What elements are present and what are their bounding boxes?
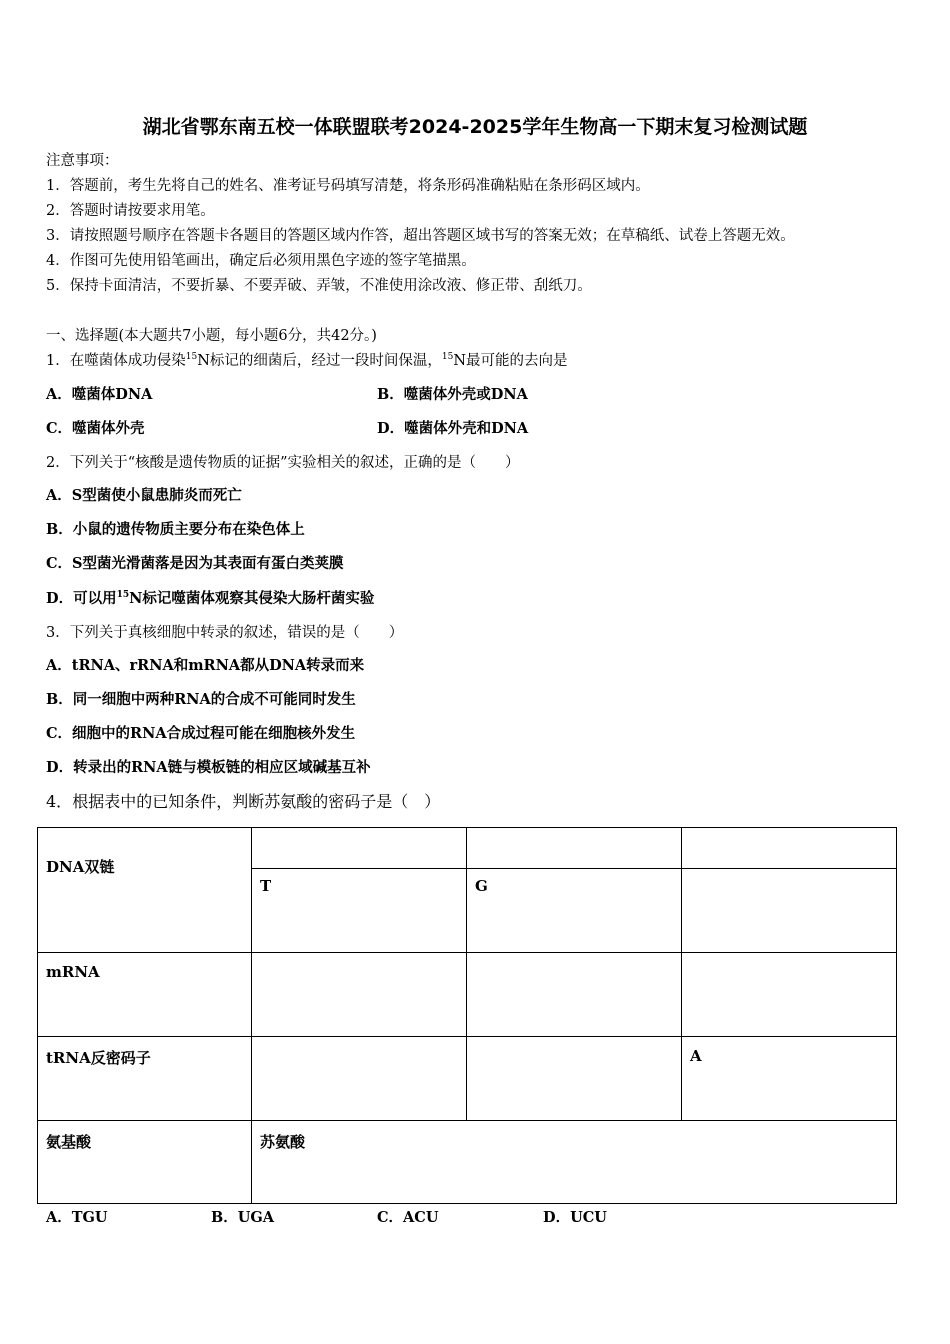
table-cell <box>467 828 682 869</box>
superscript: 15 <box>116 590 130 600</box>
mrna-label: mRNA <box>46 963 100 981</box>
table-row <box>38 1121 897 1204</box>
question-4-option-d: D．UCU <box>543 1209 607 1226</box>
trna-cell-3: A <box>690 1047 702 1065</box>
question-2-option-a: A．S型菌使小鼠患肺炎而死亡 <box>46 487 242 504</box>
question-2-option-d-text-a: D．可以用 <box>46 590 117 607</box>
question-4-option-c: C．ACU <box>377 1209 439 1226</box>
section-heading: 一、选择题(本大题共7小题，每小题6分，共42分。) <box>46 328 377 344</box>
question-4-option-b: B．UGA <box>211 1209 275 1226</box>
question-4-text: 根据表中的已知条件，判断苏氨酸的密码子是（ ） <box>72 792 441 811</box>
table-cell <box>38 953 252 1037</box>
table-cell <box>252 953 467 1037</box>
question-1-number: 1． <box>46 353 70 369</box>
dna-cell-1: T <box>260 877 272 895</box>
notice-item-5: 5．保持卡面清洁，不要折暴、不要弄破、弄皱，不准使用涂改液、修正带、刮纸刀。 <box>46 278 592 294</box>
dna-cell-3 <box>682 869 896 877</box>
question-2-option-c: C．S型菌光滑菌落是因为其表面有蛋白类荚膜 <box>46 555 344 572</box>
trna-label: tRNA反密码子 <box>46 1049 151 1067</box>
question-2-text: 下列关于“核酸是遗传物质的证据”实验相关的叙述，正确的是（ ） <box>69 455 520 471</box>
notice-item-3: 3．请按照题号顺序在答题卡各题目的答题区域内作答，超出答题区域书写的答案无效；在草稿纸、试卷上答题无效。 <box>46 228 795 244</box>
table-row <box>38 1037 897 1121</box>
dna-label: DNA双链 <box>46 858 115 876</box>
table-cell <box>467 953 682 1037</box>
table-cell <box>252 869 467 953</box>
question-4-option-a: A．TGU <box>46 1209 108 1226</box>
question-1-option-b: B．噬菌体外壳或DNA <box>377 386 528 403</box>
trna-cell-2 <box>467 1037 681 1047</box>
table-cell <box>682 828 897 869</box>
question-2-option-d-text-b: N标记噬菌体观察其侵染大肠杆菌实验 <box>129 590 375 607</box>
question-3-option-c: C．细胞中的RNA合成过程可能在细胞核外发生 <box>46 725 356 742</box>
page-title: 湖北省鄂东南五校一体联盟联考2024-2025学年生物高一下期末复习检测试题 <box>142 116 808 138</box>
table-cell <box>38 1121 252 1204</box>
trna-cell-1 <box>252 1037 466 1047</box>
table-cell <box>467 869 682 953</box>
question-3-option-a: A．tRNA、rRNA和mRNA都从DNA转录而来 <box>46 657 365 674</box>
question-3-text: 下列关于真核细胞中转录的叙述，错误的是（ ） <box>69 625 404 641</box>
table-cell <box>682 869 897 953</box>
question-4 <box>46 792 440 812</box>
question-2 <box>46 453 520 473</box>
question-2-option-b: B．小鼠的遗传物质主要分布在染色体上 <box>46 521 305 538</box>
question-1-option-d: D．噬菌体外壳和DNA <box>377 420 529 437</box>
question-2-number: 2． <box>46 455 70 471</box>
amino-acid-value: 苏氨酸 <box>260 1133 306 1151</box>
superscript: 15 <box>185 352 198 362</box>
dna-cell-2: G <box>475 877 488 895</box>
table-row <box>38 828 897 869</box>
table-cell <box>38 1037 252 1121</box>
question-1-option-c: C．噬菌体外壳 <box>46 420 145 437</box>
question-1-text-a: 在噬菌体成功侵染 <box>69 353 186 369</box>
notice-heading: 注意事项： <box>46 153 119 169</box>
question-3-option-d: D．转录出的RNA链与模板链的相应区域碱基互补 <box>46 759 371 776</box>
notice-item-1: 1．答题前，考生先将自己的姓名、准考证号码填写清楚，将条形码准确粘贴在条形码区域内。 <box>46 178 650 194</box>
question-4-number: 4． <box>46 792 73 811</box>
codon-table <box>37 827 897 1204</box>
notice-item-2: 2．答题时请按要求用笔。 <box>46 203 215 219</box>
table-cell <box>252 1121 897 1204</box>
table-cell <box>252 828 467 869</box>
question-3 <box>46 623 403 643</box>
question-1-text-b: N标记的细菌后，经过一段时间保温， <box>197 353 442 369</box>
table-cell <box>682 1037 897 1121</box>
question-1-option-a: A．噬菌体DNA <box>46 386 153 403</box>
question-3-option-b: B．同一细胞中两种RNA的合成不可能同时发生 <box>46 691 356 708</box>
amino-acid-label: 氨基酸 <box>46 1133 92 1151</box>
table-cell <box>682 953 897 1037</box>
question-3-number: 3． <box>46 625 70 641</box>
table-row <box>38 953 897 1037</box>
notice-item-4: 4．作图可先使用铅笔画出，确定后必须用黑色字迹的签字笔描黑。 <box>46 253 476 269</box>
question-1-text-c: N最可能的去向是 <box>453 353 568 369</box>
question-1 <box>46 351 568 371</box>
table-cell <box>252 1037 467 1121</box>
superscript: 15 <box>441 352 454 362</box>
table-cell <box>467 1037 682 1121</box>
question-2-option-d <box>46 589 374 609</box>
table-cell <box>38 828 252 953</box>
